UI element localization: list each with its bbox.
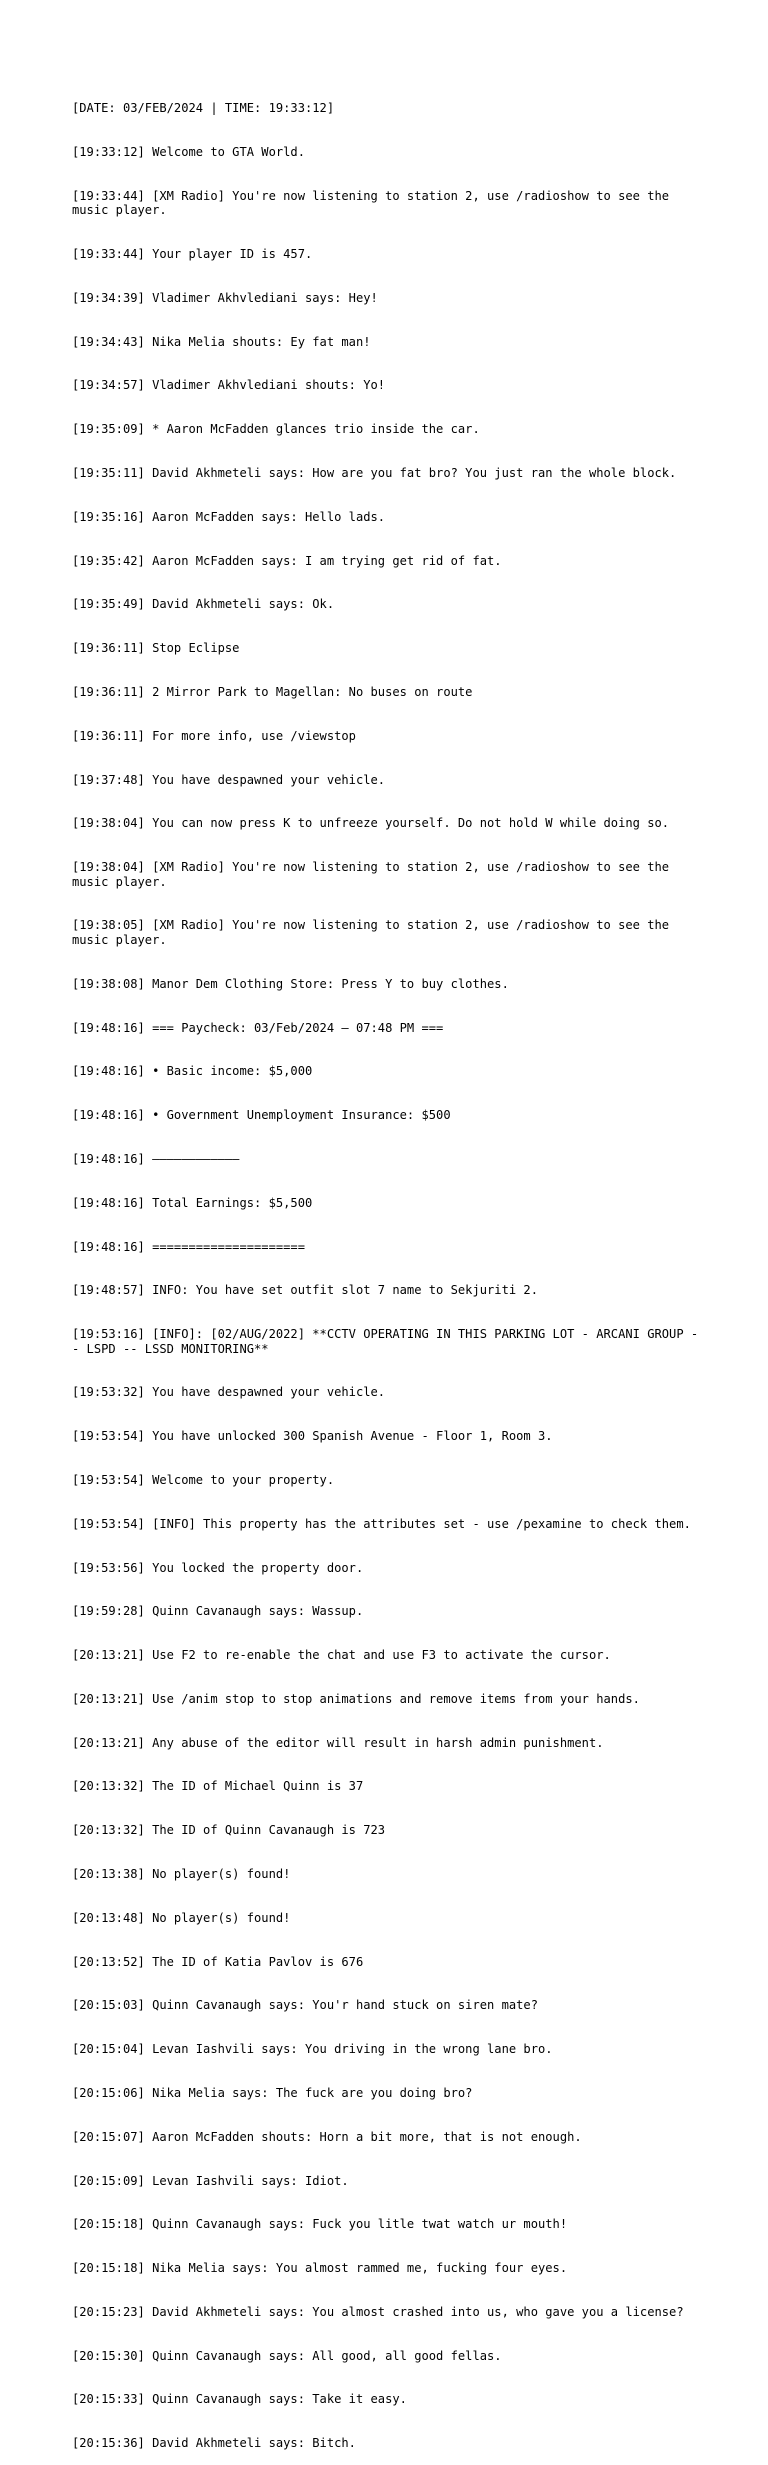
chat-line: [19:38:04] [XM Radio] You're now listening to station 2, use /radioshow to see the music player. (72, 860, 677, 889)
chat-line: [19:53:56] You locked the property door. (72, 1560, 364, 1575)
chat-line: [19:33:44] Your player ID is 457. (72, 247, 313, 262)
chat-log (72, 72, 702, 2465)
chat-line: [19:36:11] 2 Mirror Park to Magellan: No buses on route (72, 684, 473, 699)
chat-line: [20:15:36] David Akhmeteli says: Bitch. (72, 2436, 356, 2451)
chat-line: [20:15:03] Quinn Cavanaugh says: You'r hand stuck on siren mate? (72, 1998, 538, 2013)
chat-line: [19:37:48] You have despawned your vehicle. (72, 772, 386, 787)
chat-line: [20:13:38] No player(s) found! (72, 1867, 291, 1882)
chat-log-header: [DATE: 03/FEB/2024 | TIME: 19:33:12] (72, 101, 335, 116)
chat-line: [19:38:05] [XM Radio] You're now listening to station 2, use /radioshow to see the music player. (72, 918, 677, 948)
chat-line: [20:13:32] The ID of Quinn Cavanaugh is 723 (72, 1823, 386, 1838)
chat-line: [19:38:08] Manor Dem Clothing Store: Press Y to buy clothes. (72, 976, 509, 991)
chat-line: [20:15:06] Nika Melia says: The fuck are you doing bro? (72, 2085, 473, 2100)
chat-line: [19:59:28] Quinn Cavanaugh says: Wassup. (72, 1604, 364, 1619)
chat-line: [19:53:54] Welcome to your property. (72, 1473, 335, 1487)
chat-line: [19:38:04] You can now press K to unfreeze yourself. Do not hold W while doing so. (72, 816, 670, 831)
chat-line: [19:53:32] You have despawned your vehicle. (72, 1385, 386, 1400)
chat-line: [19:36:11] For more info, use /viewstop (72, 728, 356, 743)
chat-line: [19:35:16] Aaron McFadden says: Hello lads. (72, 509, 386, 524)
chat-line: [20:15:30] Quinn Cavanaugh says: All good, all good fellas. (72, 2348, 502, 2363)
chat-line: [20:15:18] Quinn Cavanaugh says: Fuck you litle twat watch ur mouth! (72, 2217, 568, 2232)
chat-line: [19:35:42] Aaron McFadden says: I am trying get rid of fat. (72, 553, 502, 568)
chat-line: [20:13:48] No player(s) found! (72, 1910, 291, 1925)
chat-line: [20:15:33] Quinn Cavanaugh says: Take it easy. (72, 2392, 407, 2407)
chat-line: [19:35:09] * Aaron McFadden glances trio inside the car. (72, 422, 480, 437)
chat-line: [20:13:21] Use /anim stop to stop animations and remove items from your hands. (72, 1691, 640, 1706)
chat-line: [20:13:52] The ID of Katia Pavlov is 676 (72, 1954, 364, 1969)
chat-line: [20:15:09] Levan Iashvili says: Idiot. (72, 2173, 349, 2188)
chat-line: [19:33:12] Welcome to GTA World. (72, 144, 305, 159)
paycheck-footer: [19:48:16] ===================== (72, 1239, 305, 1254)
paycheck-basic-income: [19:48:16] • Basic income: $5,000 (72, 1064, 313, 1079)
chat-line: [19:35:11] David Akhmeteli says: How are you fat bro? You just ran the whole block. (72, 466, 677, 481)
paycheck-total-earnings: [19:48:16] Total Earnings: $5,500 (72, 1195, 313, 1210)
chat-line: [20:15:23] David Akhmeteli says: You almost crashed into us, who gave you a license? (72, 2304, 684, 2319)
chat-line: [20:13:21] Any abuse of the editor will result in harsh admin punishment. (72, 1735, 604, 1750)
chat-line: [20:13:32] The ID of Michael Quinn is 37 (72, 1779, 364, 1794)
chat-line: [19:34:43] Nika Melia shouts: Ey fat man! (72, 334, 371, 349)
chat-line: [19:35:49] David Akhmeteli says: Ok. (72, 597, 335, 612)
paycheck-unemployment-insurance: [19:48:16] • Government Unemployment Insurance: $500 (72, 1108, 451, 1123)
paycheck-divider: [19:48:16] ———————————— (72, 1151, 240, 1166)
chat-line: [20:15:18] Nika Melia says: You almost rammed me, fucking four eyes. (72, 2261, 568, 2276)
chat-line: [20:15:07] Aaron McFadden shouts: Horn a bit more, that is not enough. (72, 2129, 582, 2144)
chat-line: [20:13:21] Use F2 to re-enable the chat and use F3 to activate the cursor. (72, 1648, 611, 1663)
chat-line: [19:53:16] [INFO]: [02/AUG/2022] **CCTV OPERATING IN THIS PARKING LOT - ARCANI GROUP -- LSPD -- LSSD MONITORING** (72, 1327, 699, 1356)
chat-line: [19:36:11] Stop Eclipse (72, 641, 240, 656)
chat-line: [19:34:57] Vladimer Akhvlediani shouts: Yo! (72, 378, 386, 393)
chat-line: [19:53:54] You have unlocked 300 Spanish Avenue - Floor 1, Room 3. (72, 1429, 553, 1444)
chat-line: [19:33:44] [XM Radio] You're now listening to station 2, use /radioshow to see the music player. (72, 188, 677, 218)
chat-line: [20:15:04] Levan Iashvili says: You driving in the wrong lane bro. (72, 2042, 553, 2057)
chat-line: [19:53:54] [INFO] This property has the attributes set - use /pexamine to check them. (72, 1516, 691, 1531)
chat-line: [19:48:57] INFO: You have set outfit slot 7 name to Sekjuriti 2. (72, 1283, 538, 1298)
paycheck-header: [19:48:16] === Paycheck: 03/Feb/2024 — 07:48 PM === (72, 1020, 444, 1035)
chat-line: [19:34:39] Vladimer Akhvlediani says: Hey! (72, 290, 378, 305)
